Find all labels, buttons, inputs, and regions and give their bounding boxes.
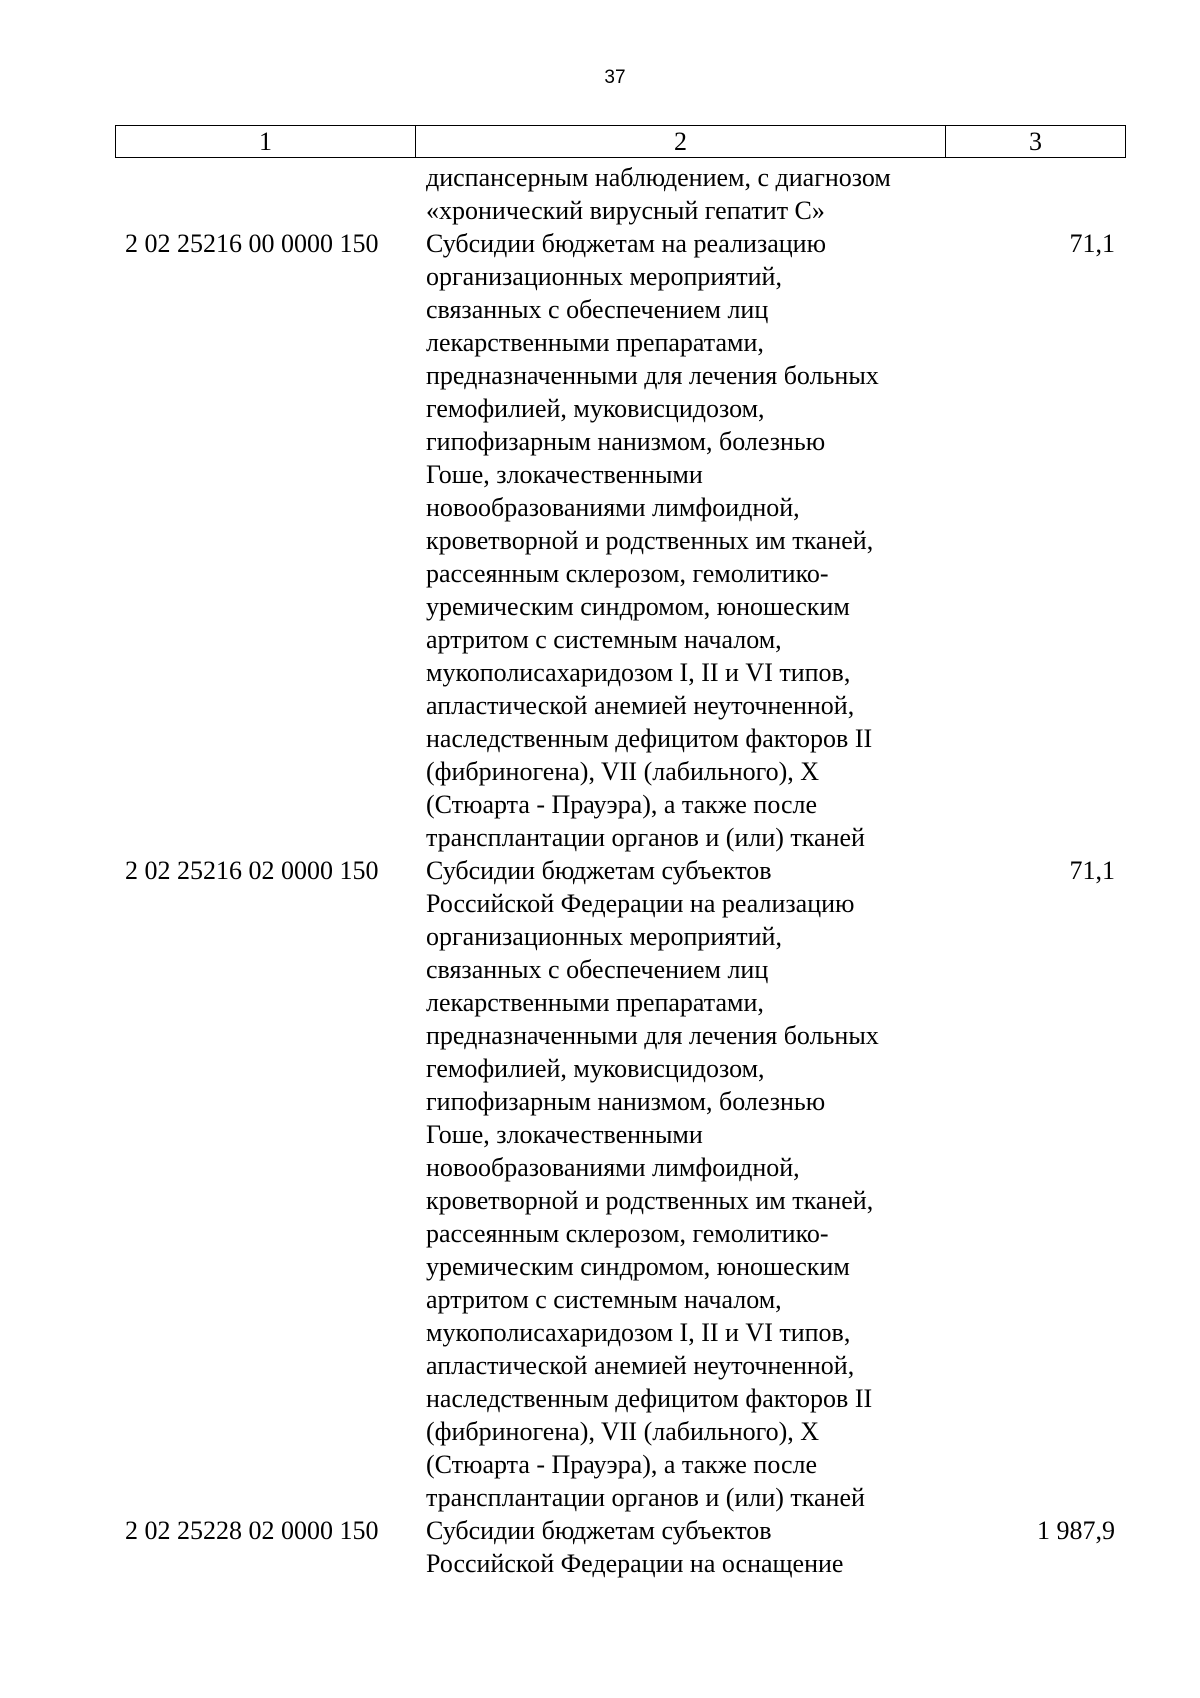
table-row-continuation xyxy=(115,161,1125,227)
row-amount: 1 987,9 xyxy=(1037,1516,1115,1545)
row-amount: 71,1 xyxy=(1069,856,1115,885)
column-header-row xyxy=(116,126,1126,158)
row-description: Субсидии бюджетам субъектов Российской Федерации на оснащение xyxy=(426,1516,844,1578)
row-description: Субсидии бюджетам на реализацию организационных мероприятий, связанных с обеспечением лиц лекарственными препаратами, предназначенными для лечения больных гемофилией, муковисцидозом, гипофизарным нанизмом, болезнью Гоше, злокачественными новообразованиями лимфоидной, кроветворной и родственных им тканей, рассеянным склерозом, гемолитико- уремическим синдромом, юношеским артритом с системным началом, мукополисахаридозом I, II и VI типов, апластической анемией неуточненной, наследственным дефицитом факторов II (фибриногена), VII (лабильного), X (Стюарта - Прауэра), а также после трансплантации органов и (или) тканей xyxy=(426,229,879,852)
row-code: 2 02 25228 02 0000 150 xyxy=(125,1516,379,1545)
table-row xyxy=(115,854,1125,1514)
row-code: 2 02 25216 00 0000 150 xyxy=(125,229,379,258)
row-description: Субсидии бюджетам субъектов Российской Федерации на реализацию организационных мероприятий, связанных с обеспечением лиц лекарственными препаратами, предназначенными для лечения больных гемофилией, муковисцидозом, гипофизарным нанизмом, болезнью Гоше, злокачественными новообразованиями лимфоидной, кроветворной и родственных им тканей, рассеянным склерозом, гемолитико- уремическим синдромом, юношеским артритом с системным началом, мукополисахаридозом I, II и VI типов, апластической анемией неуточненной, наследственным дефицитом факторов II (фибриногена), VII (лабильного), X (Стюарта - Прауэра), а также после трансплантации органов и (или) тканей xyxy=(426,856,879,1512)
column-header-3: 3 xyxy=(946,126,1126,158)
column-header-1: 1 xyxy=(116,126,416,158)
row-amount: 71,1 xyxy=(1069,229,1115,258)
table-row xyxy=(115,227,1125,854)
table-row xyxy=(115,1514,1125,1580)
row-description: диспансерным наблюдением, с диагнозом «хронический вирусный гепатит С» xyxy=(426,163,891,225)
row-code: 2 02 25216 02 0000 150 xyxy=(125,856,379,885)
column-header-table xyxy=(115,125,1126,158)
budget-table-body xyxy=(115,161,1125,1580)
page-number: 37 xyxy=(604,67,626,88)
column-header-2: 2 xyxy=(416,126,946,158)
